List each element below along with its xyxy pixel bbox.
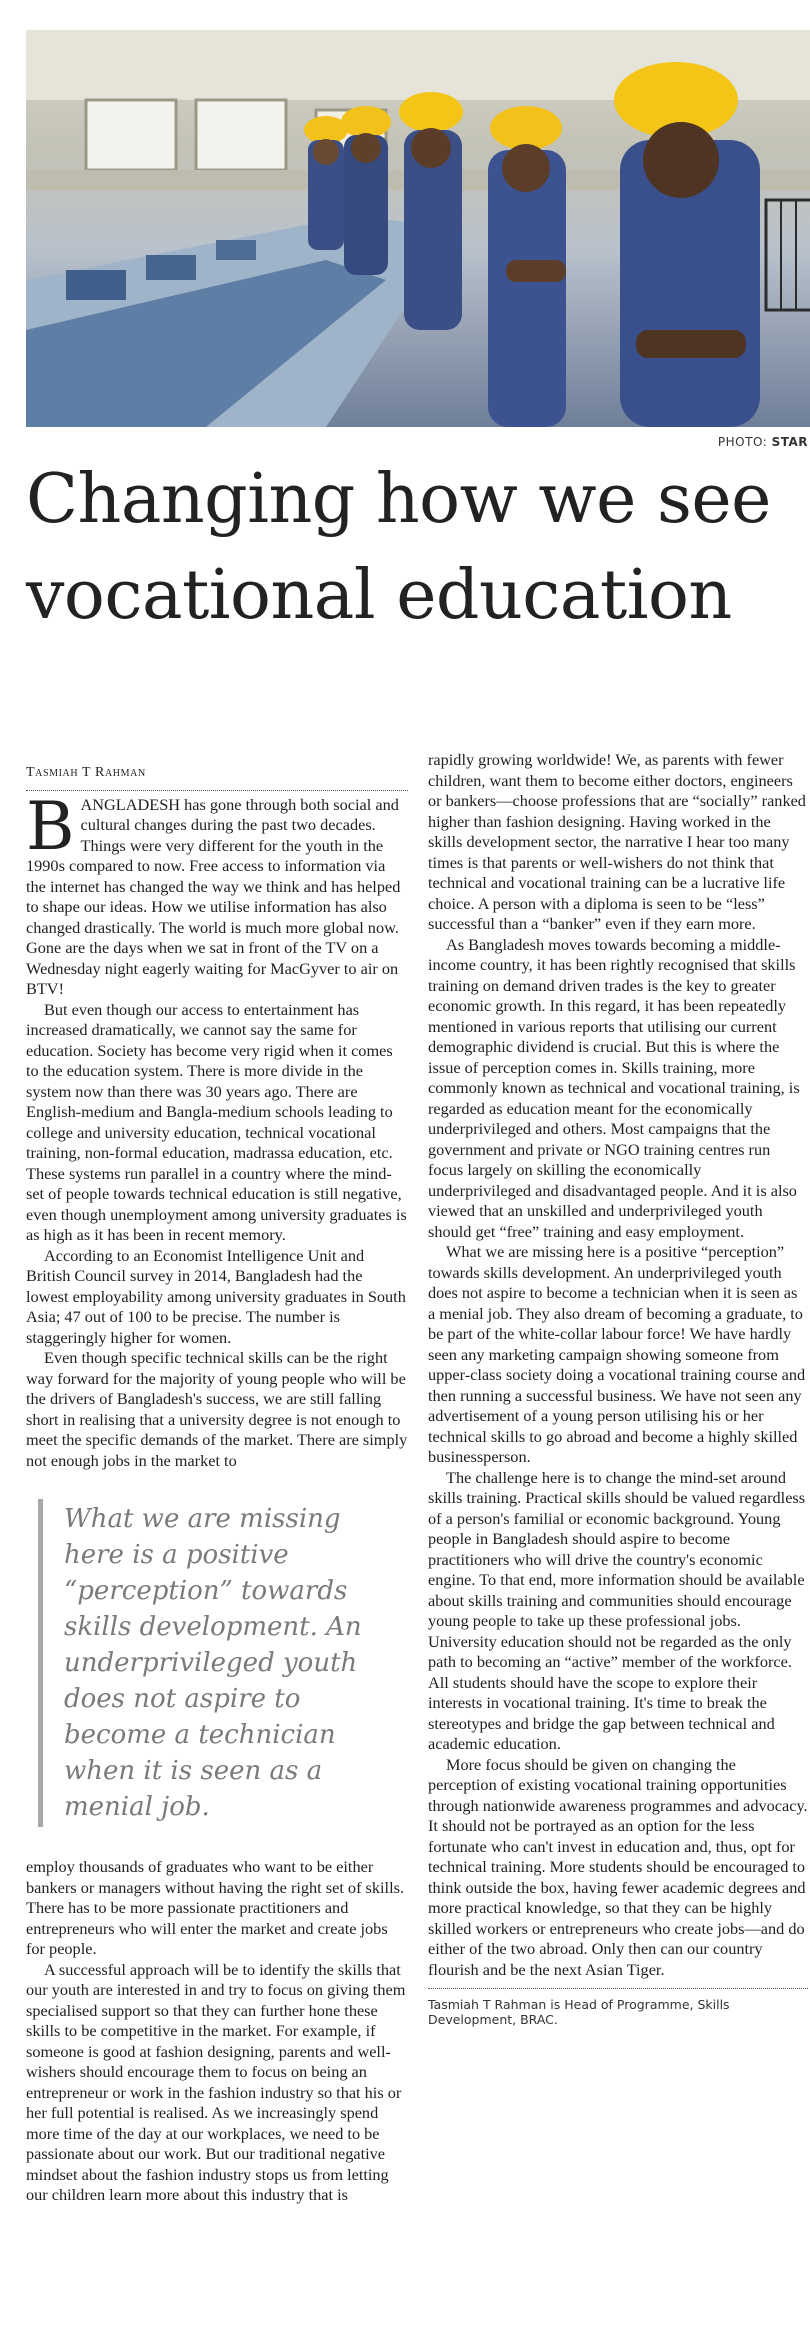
paragraph: A successful approach will be to identify the skills that our youth are interested in and try to focus on giving them specialised support so that they can further hone these skills to be competitive in the market. For example, if someone is good at fashion designing, parents and well-wishers should encourage them to focus on being an entrepreneur or work in the fashion industry so that his or her full potential is realised. As we increasingly spend more time of the day at our workplaces, we need to be passionate about our work. But our traditional negative mindset about the fashion industry stops us from letting our children learn more about this industry that is (26, 1959, 406, 2204)
paragraph: As Bangladesh moves towards becoming a middle-income country, it has been rightly recognised that skills training on demand driven trades is the key to greater economic growth. In this regard, it has been repeatedly mentioned in various reports that utilising our current demographic dividend is crucial. But this is where the issue of perception comes in. Skills training, more commonly known as technical and vocational training, is regarded as education meant for the economically underprivileged and others. Most campaigns that the government and private or NGO training centres run focus largely on skilling the economically underprivileged and disadvantaged people. And it is also viewed that an unskilled and underprivileged youth should get “free” training and easy employment. (428, 934, 800, 1241)
paragraph: But even though our access to entertainment has increased dramatically, we cannot say the same for education. Society has become very rigid when it comes to the education system. There is more divide in the system now than there was 30 years ago. There are English-medium and Bangla-medium schools leading to college and university education, technical vocational training, non-formal education, madrassa education, etc. These systems run parallel in a country where the mind-set of people towards technical education is still negative, even though unemployment among university graduates is as high as it has been in recent memory. (26, 999, 407, 1244)
paragraph: employ thousands of graduates who want to be either bankers or managers without having the right set of skills. There has to be more passionate practitioners and entrepreneurs who will enter the market and create jobs for people. (26, 1857, 405, 1958)
author-note: Tasmiah T Rahman is Head of Programme, Skills Development, BRAC. (428, 1988, 808, 2027)
article-photo (26, 30, 810, 427)
byline: Tasmiah T Rahman (26, 763, 408, 791)
right-column (428, 750, 808, 2027)
workshop-photo-illustration (26, 30, 810, 427)
paragraph: According to an Economist Intelligence Unit and British Council survey in 2014, Bangladesh had the lowest employability among university graduates in South Asia; 47 out of 100 to be precise. The number is staggeringly higher for women. (26, 1245, 406, 1347)
pull-quote (26, 1495, 408, 1835)
photo-credit (718, 435, 808, 449)
photo-credit-source: STAR (771, 435, 808, 449)
paragraph: More focus should be given on changing the perception of existing vocational training opportunities through nationwide awareness programmes and advocacy. It should not be portrayed as an option for the less fortunate who can't invest in education and, thus, opt for technical training. More students should be encouraged to think outside the box, having fewer academic degrees and more practical knowledge, so that they can be highly skilled workers or entrepreneurs who create jobs—and do either of the two abroad. Only then can our country flourish and be the next Asian Tiger. (428, 1754, 808, 1979)
paragraph: rapidly growing worldwide! We, as parents with fewer children, want them to become either doctors, engineers or bankers—choose professions that are “socially” ranked higher than fashion designing. Having worked in the skills development sector, the narrative I hear too many times is that parents or well-wishers do not think that technical and vocational training can be a lucrative life choice. A person with a diploma is seen to be “less” successful than a “banker” even if they earn more. (428, 750, 806, 933)
article-headline: Changing how we see vocational education (26, 460, 771, 635)
dropcap: B (26, 787, 75, 865)
pull-quote-text: What we are missing here is a positive “perception” towards skills development. An underprivileged youth does not aspire to become a technician when it is seen as a menial job. (64, 1504, 362, 1822)
paragraph: Even though specific technical skills can be the right way forward for the majority of young people who will be the drivers of Bangladesh's success, we are still falling short in realising that a university degree is not enough to meet the specific demands of the market. There are simply not enough jobs in the market to (26, 1348, 408, 1470)
photo-credit-label: PHOTO: (717, 435, 768, 449)
paragraph: The challenge here is to change the mind-set around skills training. Practical skills should be valued regardless of a person's familial or economic background. Young people in Bangladesh should aspire to become practitioners who will drive the country's economic engine. To that end, more information should be available about skills training and communities should encourage young people to take up these professional jobs. University education should not be regarded as the only path to becoming an “active” member of the workforce. All students should have the scope to explore their interests in vocational training. It's time to break the stereotypes and bridge the gap between technical and academic education. (428, 1467, 806, 1753)
left-column (26, 763, 408, 2206)
paragraph: What we are missing here is a positive “perception” towards skills development. An underprivileged youth does not aspire to become a technician when it is seen as a menial job. They also dream of becoming a graduate, to be part of the white-collar labour force! We have hardly seen any marketing campaign showing someone from upper-class society doing a vocational training course and then running a successful business. We have not seen any advertisement of a young person utilising his or her technical skills to go abroad and become a highly skilled businessperson. (428, 1242, 806, 1466)
paragraph: BANGLADESH has gone through both social and cultural changes during the past two decades. Things were very different for the youth in the 1990s compared to now. Free access to information via the internet has changed the way we think and has helped to shape our ideas. How we utilise information has also changed drastically. The world is much more global now. Gone are the days when we sat in front of the TV on a Wednesday night eagerly waiting for MacGyver to air on BTV! (26, 787, 401, 998)
